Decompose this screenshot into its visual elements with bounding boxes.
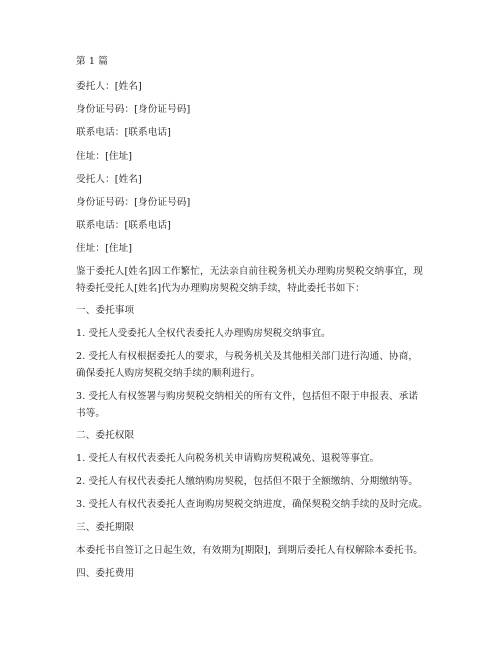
section-heading-1: 一、委托事项 [76, 305, 135, 316]
principal-address: 住址：[住址] [76, 151, 133, 162]
section-1-item-2-line-2: 确保委托人购房契税交纳手续的顺利进行。 [76, 368, 261, 379]
section-heading-2: 二、委托权限 [76, 430, 135, 441]
agent-id: 身份证号码：[身份证号码] [76, 197, 191, 208]
section-1-item-3-line-1: 3. 受托人有权签署与购房契税交纳相关的所有文件，包括但不限于申报表、承诺 [76, 391, 419, 402]
agent-phone: 联系电话：[联系电话] [76, 220, 171, 231]
principal-name: 委托人：[姓名] [76, 81, 142, 92]
chapter-title: 第 1 篇 [76, 56, 108, 67]
section-1-item-3-line-2: 书等。 [76, 408, 106, 419]
principal-id: 身份证号码：[身份证号码] [76, 104, 191, 115]
agent-name: 受托人：[姓名] [76, 174, 142, 185]
section-1-item-1: 1. 受托人受委托人全权代表委托人办理购房契税交纳事宜。 [76, 328, 331, 339]
intro-line-2: 特委托受托人[姓名]代为办理购房契税交纳手续，特此委托书如下： [76, 283, 365, 294]
section-1-item-2-line-1: 2. 受托人有权根据委托人的要求，与税务机关及其他相关部门进行沟通、协商， [76, 351, 419, 362]
section-2-item-3: 3. 受托人有权代表委托人查询购房契税交纳进度，确保契税交纳手续的及时完成。 [76, 499, 428, 510]
section-heading-4: 四、委托费用 [76, 568, 135, 579]
principal-phone: 联系电话：[联系电话] [76, 127, 171, 138]
section-heading-3: 三、委托期限 [76, 522, 135, 533]
agent-address: 住址：[住址] [76, 243, 133, 254]
intro-line-1: 鉴于委托人[姓名]因工作繁忙，无法亲自前往税务机关办理购房契税交纳事宜，现 [76, 266, 423, 277]
section-2-item-1: 1. 受托人有权代表委托人向税务机关申请购房契税减免、退税等事宜。 [76, 453, 380, 464]
section-3-item-1: 本委托书自签订之日起生效，有效期为[期限]，到期后委托人有权解除本委托书。 [76, 545, 423, 556]
section-2-item-2: 2. 受托人有权代表委托人缴纳购房契税，包括但不限于全额缴纳、分期缴纳等。 [76, 476, 419, 487]
